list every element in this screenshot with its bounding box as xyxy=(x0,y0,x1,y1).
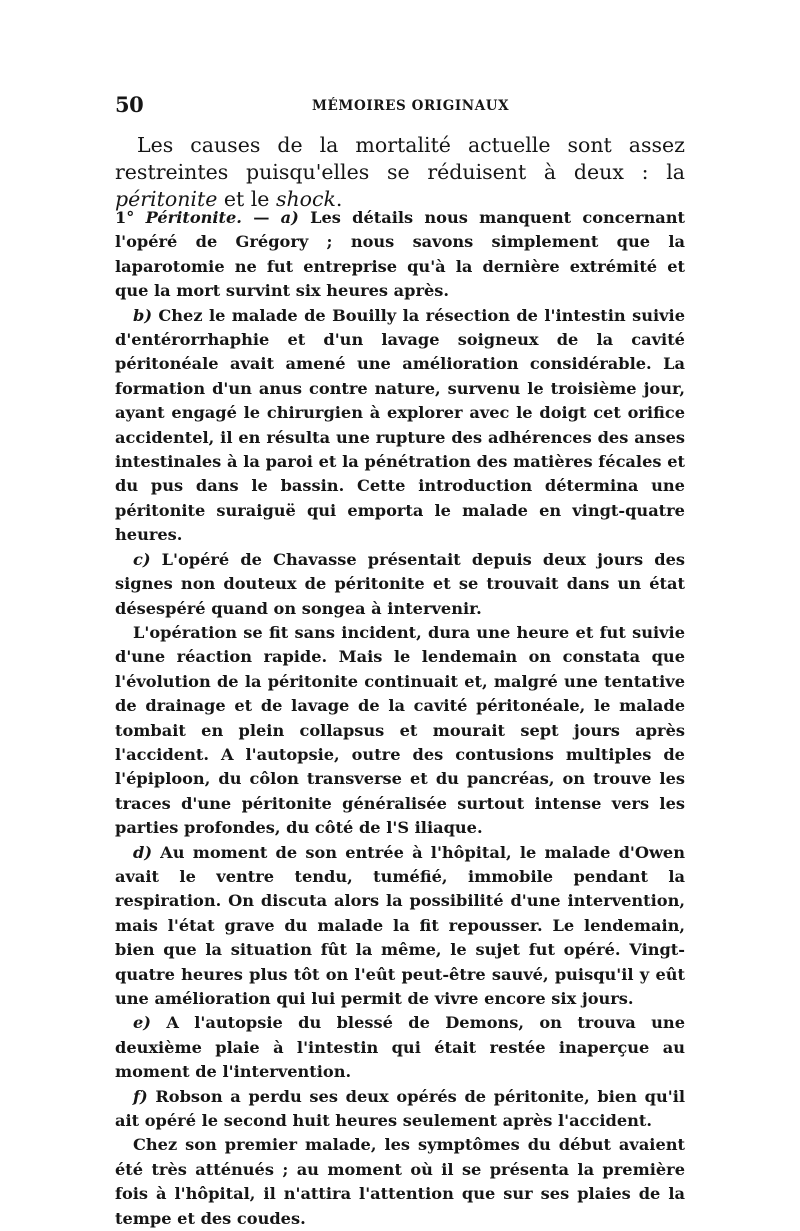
paragraph-label: c) xyxy=(133,549,151,569)
paragraph-label: a) xyxy=(280,208,299,227)
paragraph-label: f) xyxy=(133,1086,148,1106)
lead-paragraph xyxy=(115,132,685,213)
paragraph-text: Les détails nous manquent concernant l'opéré de Grégory ; nous savons simplement que la laparotomie ne fut entreprise qu'à la dernière extrémité et que la mort survint six heures après. xyxy=(115,208,685,301)
paragraph-text: Chez son premier malade, les symptômes du début avaient été très atténués ; au moment où il se présenta la première fois à l'hôpital, il n'attira l'attention que sur ses plaies de la tempe et des coudes. xyxy=(115,1135,685,1228)
paragraph-text: L'opéré de Chavasse présentait depuis deux jours des signes non douteux de péritonite et se trouvait dans un état désespéré quand on songea à intervenir. xyxy=(115,549,685,618)
paragraph-f xyxy=(115,1085,685,1134)
paragraph-text: L'opération se fit sans incident, dura une heure et fut suivie d'une réaction rapide. Mais le lendemain on constata que l'évolution de la péritonite continuait et, malgré une tentative de drainage et de lavage de la cavité péritonéale, le malade tombait en plein collapsus et mourait sept jours après l'accident. A l'autopsie, outre des contusions multiples de l'épiploon, du côlon transverse et du pancréas, on trouve les traces d'une péritonite généralisée surtout intense vers les parties profondes, du côté de l'S iliaque. xyxy=(115,622,685,838)
paragraph-text: Robson a perdu ses deux opérés de péritonite, bien qu'il ait opéré le second huit heures seulement après l'accident. xyxy=(115,1086,685,1131)
lead-term-shock: shock xyxy=(275,187,336,211)
section-marker: 1° xyxy=(115,208,146,227)
paragraph-label: b) xyxy=(133,305,152,325)
paragraph-a xyxy=(115,206,685,304)
lead-term-peritonite: péritonite xyxy=(115,187,218,211)
paragraph-label: e) xyxy=(133,1013,151,1033)
paragraph-text: Chez le malade de Bouilly la résection de l'intestin suivie d'entérorrhaphie et d'un lavage soigneux de la cavité péritonéale avait amené une amélioration considérable. La formation d'un anus contre nature, survenu le troisième jour, ayant engagé le chirurgien à explorer avec le doigt cet orifice accidentel, il en résulta une rupture des adhérences des anses intestinales à la paroi et la pénétration des matières fécales et du pus dans le bassin. Cette introduction détermina une péritonite suraiguë qui emporta le malade en vingt-quatre heures. xyxy=(115,305,685,545)
page-number: 50 xyxy=(115,92,144,117)
section-title: Péritonite. xyxy=(145,208,242,227)
paragraph-c xyxy=(115,548,685,621)
paragraph-text: A l'autopsie du blessé de Demons, on trouva une deuxième plaie à l'intestin qui était restée inaperçue au moment de l'intervention. xyxy=(115,1013,685,1082)
lead-text-mid: et le xyxy=(217,187,276,211)
paragraph-d xyxy=(115,841,685,1012)
paragraph-c-continued xyxy=(115,621,685,841)
paragraph-text: Au moment de son entrée à l'hôpital, le malade d'Owen avait le ventre tendu, tuméfié, immobile pendant la respiration. On discuta alors la possibilité d'une intervention, mais l'état grave du malade la fit repousser. Le lendemain, bien que la situation fût la même, le sujet fut opéré. Vingt-quatre heures plus tôt on l'eût peut-être sauvé, puisqu'il y eût une amélioration qui lui permit de vivre encore six jours. xyxy=(115,842,685,1008)
lead-text-end: . xyxy=(335,187,343,211)
lead-text-start: Les causes de la mortalité actuelle sont assez restreintes puisqu'elles se réduisent à deux : la xyxy=(115,133,685,184)
paragraph-label: d) xyxy=(133,842,152,862)
paragraph-b xyxy=(115,304,685,548)
paragraph-f-continued xyxy=(115,1133,685,1231)
page-header xyxy=(115,92,687,118)
paragraph-e xyxy=(115,1011,685,1084)
body-text xyxy=(115,206,685,1231)
section-dash: — xyxy=(241,208,281,227)
running-title: MÉMOIRES ORIGINAUX xyxy=(312,98,510,114)
